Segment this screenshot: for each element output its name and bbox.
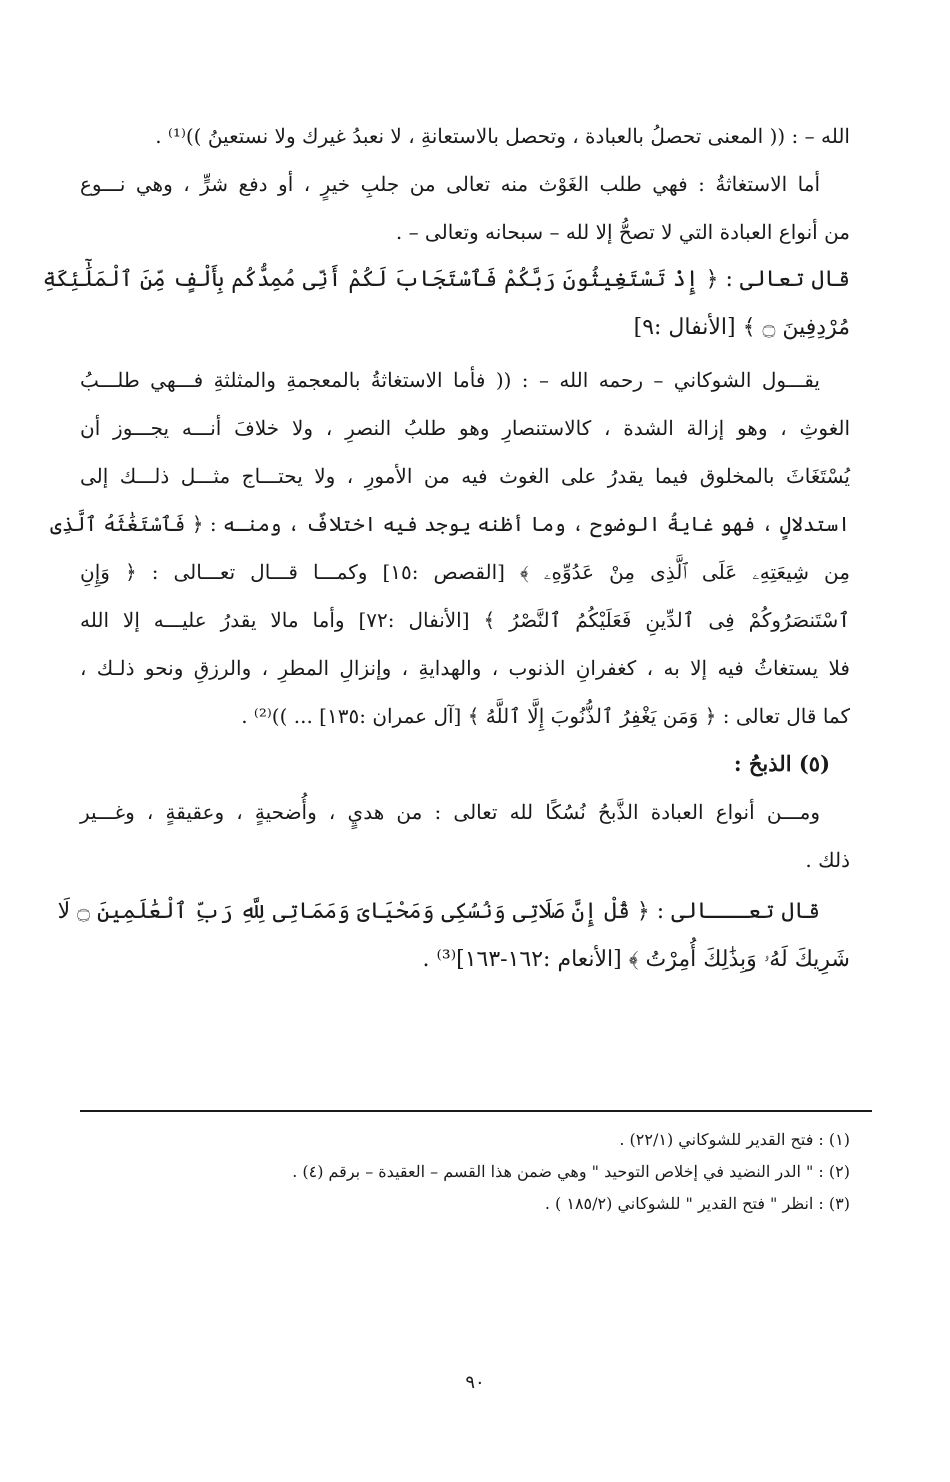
- footnote-3: (٣) : انظر " فتح القدير " للشوكاني (١٨٥/٢ ) .: [544, 1194, 850, 1213]
- text-line-1: الله – : (( المعنى تحصلُ بالعبادة ، وتحصل بالاستعانةِ ، لا نعبدُ غيرك ولا نستعينُ ))⁽¹⁾ .: [155, 124, 850, 148]
- quran-verse-line-2: مُرْدِفِينَ ۝ ﴾ [الأنفال :٩]: [633, 315, 850, 340]
- main-text: [42, 112, 850, 984]
- footnote-2: (٢) : " الدر النضيد في إخلاص التوحيد " وهي ضمن هذا القسم – العقيدة – برقم (٤) .: [292, 1162, 850, 1181]
- text-line-11: ٱسْتَنصَرُوكُمْ فِى ٱلدِّينِ فَعَلَيْكُمُ ٱلنَّصْرُ ﴾ [الأنفال :٧٢] وأما مالا يقدرُ عليـــه إلا الله: [80, 608, 850, 632]
- quran-verse-line-4: شَرِيكَ لَهُۥ وَبِذَٰلِكَ أُمِرْتُ ﴾ [الأنعام :١٦٢-١٦٣]⁽³⁾ .: [422, 947, 850, 972]
- text-line-12: فلا يستغاثُ فيه إلا به ، كغفرانِ الذنوب ، والهدايةِ ، وإنزالِ المطرِ ، والرزقِ ونحو ذلـك ،: [80, 656, 850, 680]
- text-line-15: ومـــن أنواع العبادة الذَّبحُ نُسُكًا لله تعالى : من هديٍ ، وأُضحيةٍ ، وعقيقةٍ ، وغـــير: [80, 800, 820, 824]
- quran-verse-line-1: قال تعالى : ﴿ إِذْ تَسْتَغِيثُونَ رَبَّكُمْ فَٱسْتَجَابَ لَكُمْ أَنِّى مُمِدُّكُم بِأَلْفٍ مِّنَ ٱلْمَلَٰٓئِكَةِ: [42, 267, 850, 292]
- page-number: ٩٠: [465, 1372, 485, 1393]
- text-line-3: من أنواع العبادة التي لا تصحُّ إلا لله – سبحانه وتعالى – .: [395, 220, 850, 244]
- footnote-1: (١) : فتح القدير للشوكاني (٢٢/١) .: [619, 1130, 850, 1149]
- text-line-16: ذلك .: [805, 848, 850, 872]
- text-line-9: استدلالٍ ، فهو غايةُ الوضوح ، وما أظنه يوجد فيه اختلافٌ ، ومنـه : ﴿ فَٱسْتَغَٰثَهُ ٱلَّذِى: [50, 512, 850, 536]
- text-line-8: يُسْتَغَاثَ بالمخلوق فيما يقدرُ على الغوث فيه من الأمورِ ، ولا يحتـــاج مثـــل ذلـــك إلى: [80, 464, 850, 488]
- text-line-7: الغوثِ ، وهو إزالة الشدة ، كالاستنصارِ وهو طلبُ النصرِ ، ولا خلافَ أنـــه يجـــوز أن: [80, 416, 850, 440]
- footnotes: [80, 1124, 850, 1220]
- text-line-13: كما قال تعالى : ﴿ وَمَن يَغْفِرُ ٱلذُّنُوبَ إِلَّا ٱللَّهُ ﴾ [آل عمران :١٣٥] ... ))⁽²⁾ .: [241, 704, 850, 728]
- footnote-divider: [80, 1110, 872, 1112]
- text-line-2: أما الاستغاثةُ : فهي طلب الغَوْث منه تعالى من جلبِ خيرٍ ، أو دفع شرٍّ ، وهي نـــوع: [80, 172, 820, 196]
- text-line-10: مِن شِيعَتِهِۦ عَلَى ٱلَّذِى مِنْ عَدُوِّهِۦ ﴾ [القصص :١٥] وكمـــا قـــال تعـــالى : ﴿ وَإِنِ: [80, 560, 850, 584]
- quran-verse-line-3: قال تعـــالى : ﴿ قُلْ إِنَّ صَلَاتِى وَنُسُكِى وَمَحْيَاىَ وَمَمَاتِى لِلَّهِ رَبِّ ٱلْعَٰلَمِينَ ۝ لَا: [57, 899, 820, 924]
- section-heading: (٥) الذبحُ :: [733, 751, 830, 776]
- text-line-6: يقـــول الشوكاني – رحمه الله – : (( فأما الاستغاثةُ بالمعجمةِ والمثلثةِ فـــهي طلـــبُ: [80, 368, 820, 392]
